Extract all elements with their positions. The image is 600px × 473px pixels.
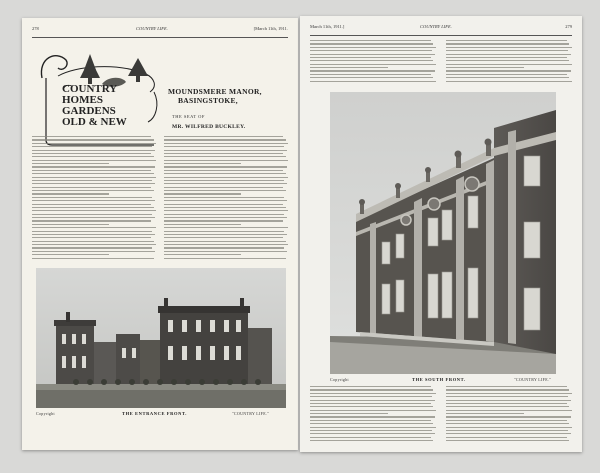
text-line-placeholder <box>310 74 431 75</box>
text-line-placeholder <box>32 254 109 255</box>
text-line-placeholder <box>310 60 433 61</box>
text-line-placeholder <box>32 139 154 140</box>
text-line-placeholder <box>164 183 287 184</box>
country-homes-logo <box>36 48 164 146</box>
text-line-placeholder <box>310 77 433 78</box>
text-line-placeholder <box>164 170 283 171</box>
text-line-placeholder <box>446 423 569 424</box>
text-line-placeholder <box>164 200 287 201</box>
photo-caption: THE ENTRANCE FRONT. <box>122 411 187 416</box>
text-line-placeholder <box>164 180 284 181</box>
text-line-placeholder <box>446 400 571 401</box>
text-line-placeholder <box>446 396 568 397</box>
page-number: 279 <box>565 24 572 29</box>
running-title: COUNTRY LIFE. <box>420 24 452 29</box>
text-line-placeholder <box>164 187 283 188</box>
text-line-placeholder <box>32 193 109 194</box>
text-line-placeholder <box>32 136 151 137</box>
text-line-placeholder <box>310 47 436 48</box>
text-line-placeholder <box>310 410 436 411</box>
text-line-placeholder <box>446 430 568 431</box>
text-line-placeholder <box>164 166 287 167</box>
text-line-placeholder <box>32 234 155 235</box>
text-line-placeholder <box>446 389 569 390</box>
text-line-placeholder <box>32 258 154 259</box>
text-line-placeholder <box>446 64 572 65</box>
text-column <box>310 386 436 443</box>
text-line-placeholder <box>32 170 151 171</box>
text-line-placeholder <box>446 433 571 434</box>
text-line-placeholder <box>164 234 287 235</box>
text-line-placeholder <box>32 204 151 205</box>
text-line-placeholder <box>310 54 435 55</box>
text-line-placeholder <box>446 74 567 75</box>
text-line-placeholder <box>310 386 431 387</box>
text-line-placeholder <box>32 214 152 215</box>
text-column <box>32 136 156 261</box>
text-line-placeholder <box>446 406 569 407</box>
text-line-placeholder <box>164 210 288 211</box>
text-line-placeholder <box>446 393 572 394</box>
text-line-placeholder <box>32 163 109 164</box>
text-line-placeholder <box>164 204 283 205</box>
text-line-placeholder <box>446 40 567 41</box>
text-line-placeholder <box>164 220 283 221</box>
text-line-placeholder <box>164 207 286 208</box>
right-magazine-page <box>300 16 582 452</box>
text-line-placeholder <box>32 197 152 198</box>
text-line-placeholder <box>310 67 388 68</box>
text-line-placeholder <box>310 64 436 65</box>
article-title-line: MOUNDSMERE MANOR, <box>168 87 262 96</box>
text-line-placeholder <box>310 70 435 71</box>
text-line-placeholder <box>32 227 156 228</box>
text-column <box>446 386 572 443</box>
manor-house-image <box>36 268 286 408</box>
text-line-placeholder <box>164 146 284 147</box>
text-line-placeholder <box>446 77 569 78</box>
logo-line: COUNTRY <box>62 83 118 95</box>
text-line-placeholder <box>446 50 568 51</box>
text-line-placeholder <box>32 241 154 242</box>
text-line-placeholder <box>164 143 288 144</box>
text-line-placeholder <box>310 389 433 390</box>
running-title: COUNTRY LIFE. <box>136 26 168 31</box>
text-line-placeholder <box>310 413 388 414</box>
text-line-placeholder <box>446 437 567 438</box>
text-line-placeholder <box>310 437 431 438</box>
text-line-placeholder <box>164 177 288 178</box>
header-rule <box>310 35 572 36</box>
text-line-placeholder <box>446 410 572 411</box>
text-line-placeholder <box>164 173 286 174</box>
text-line-placeholder <box>446 47 572 48</box>
text-line-placeholder <box>164 190 286 191</box>
text-line-placeholder <box>446 54 571 55</box>
text-line-placeholder <box>310 393 436 394</box>
text-line-placeholder <box>164 217 287 218</box>
text-line-placeholder <box>32 237 151 238</box>
text-line-placeholder <box>32 146 152 147</box>
text-line-placeholder <box>446 67 524 68</box>
text-line-placeholder <box>446 70 571 71</box>
issue-date: March 11th, 1911.] <box>310 24 345 29</box>
text-column <box>164 136 288 261</box>
text-line-placeholder <box>32 224 109 225</box>
photo-caption: THE SOUTH FRONT. <box>412 377 466 382</box>
text-line-placeholder <box>164 160 288 161</box>
text-column <box>310 40 436 84</box>
text-line-placeholder <box>446 81 572 82</box>
text-line-placeholder <box>310 43 433 44</box>
text-line-placeholder <box>164 139 286 140</box>
text-line-placeholder <box>164 156 286 157</box>
text-line-placeholder <box>32 251 155 252</box>
text-line-placeholder <box>310 427 436 428</box>
photo-credit: Copyright <box>330 377 349 382</box>
text-line-placeholder <box>446 60 569 61</box>
text-line-placeholder <box>32 143 156 144</box>
text-line-placeholder <box>32 173 154 174</box>
text-line-placeholder <box>310 396 432 397</box>
text-line-placeholder <box>446 403 567 404</box>
text-column <box>446 40 572 84</box>
text-line-placeholder <box>164 231 284 232</box>
text-line-placeholder <box>310 81 436 82</box>
text-line-placeholder <box>164 247 284 248</box>
text-line-placeholder <box>164 136 283 137</box>
text-line-placeholder <box>310 400 435 401</box>
photo-credit-right: "COUNTRY LIFE." <box>232 411 270 416</box>
manor-facade-image <box>330 92 556 374</box>
text-line-placeholder <box>164 163 241 164</box>
logo-line: OLD & NEW <box>62 116 127 128</box>
page-number: 278 <box>32 26 39 31</box>
text-line-placeholder <box>164 251 287 252</box>
left-magazine-page <box>22 18 298 450</box>
logo-line: HOMES <box>62 94 103 106</box>
text-line-placeholder <box>310 423 433 424</box>
text-line-placeholder <box>32 153 151 154</box>
right-page-header <box>310 24 572 34</box>
text-line-placeholder <box>446 440 569 441</box>
text-line-placeholder <box>32 166 155 167</box>
text-line-placeholder <box>32 183 155 184</box>
entrance-front-photo <box>36 268 286 408</box>
text-line-placeholder <box>446 386 567 387</box>
text-line-placeholder <box>164 197 284 198</box>
text-line-placeholder <box>32 160 156 161</box>
header-rule <box>32 37 288 38</box>
logo-line: GARDENS <box>62 105 116 117</box>
text-line-placeholder <box>164 224 241 225</box>
text-line-placeholder <box>310 406 433 407</box>
article-author: MR. WILFRED BUCKLEY. <box>172 124 246 130</box>
text-line-placeholder <box>310 50 432 51</box>
article-subtitle: THE SEAT OF <box>172 114 205 119</box>
text-line-placeholder <box>310 420 431 421</box>
text-line-placeholder <box>32 231 152 232</box>
text-line-placeholder <box>310 57 431 58</box>
text-line-placeholder <box>32 177 156 178</box>
text-line-placeholder <box>32 190 154 191</box>
text-line-placeholder <box>446 416 571 417</box>
text-line-placeholder <box>32 150 155 151</box>
text-line-placeholder <box>32 217 155 218</box>
text-line-placeholder <box>32 220 151 221</box>
text-line-placeholder <box>164 214 284 215</box>
text-line-placeholder <box>310 433 435 434</box>
text-line-placeholder <box>310 403 431 404</box>
text-line-placeholder <box>32 210 156 211</box>
article-title <box>168 88 262 105</box>
text-line-placeholder <box>446 413 524 414</box>
text-line-placeholder <box>32 180 152 181</box>
text-line-placeholder <box>446 427 572 428</box>
text-line-placeholder <box>310 440 433 441</box>
photo-credit: Copyright <box>36 411 55 416</box>
text-line-placeholder <box>164 153 283 154</box>
text-line-placeholder <box>310 416 435 417</box>
text-line-placeholder <box>446 420 567 421</box>
text-line-placeholder <box>164 150 287 151</box>
text-line-placeholder <box>32 187 151 188</box>
left-page-header <box>32 26 288 36</box>
south-front-photo <box>330 92 556 374</box>
text-line-placeholder <box>164 227 288 228</box>
text-line-placeholder <box>32 207 154 208</box>
text-line-placeholder <box>32 156 154 157</box>
text-line-placeholder <box>446 43 569 44</box>
text-line-placeholder <box>164 237 283 238</box>
text-line-placeholder <box>164 241 286 242</box>
text-line-placeholder <box>164 193 241 194</box>
text-line-placeholder <box>310 430 432 431</box>
text-line-placeholder <box>32 247 152 248</box>
text-line-placeholder <box>164 244 288 245</box>
text-line-placeholder <box>164 254 241 255</box>
text-line-placeholder <box>32 200 155 201</box>
text-line-placeholder <box>310 40 431 41</box>
text-line-placeholder <box>164 258 286 259</box>
photo-credit-right: "COUNTRY LIFE." <box>514 377 552 382</box>
text-line-placeholder <box>446 57 567 58</box>
article-title-line: BASINGSTOKE, <box>178 95 238 105</box>
issue-date: [March 11th, 1911. <box>253 26 288 31</box>
text-line-placeholder <box>32 244 156 245</box>
